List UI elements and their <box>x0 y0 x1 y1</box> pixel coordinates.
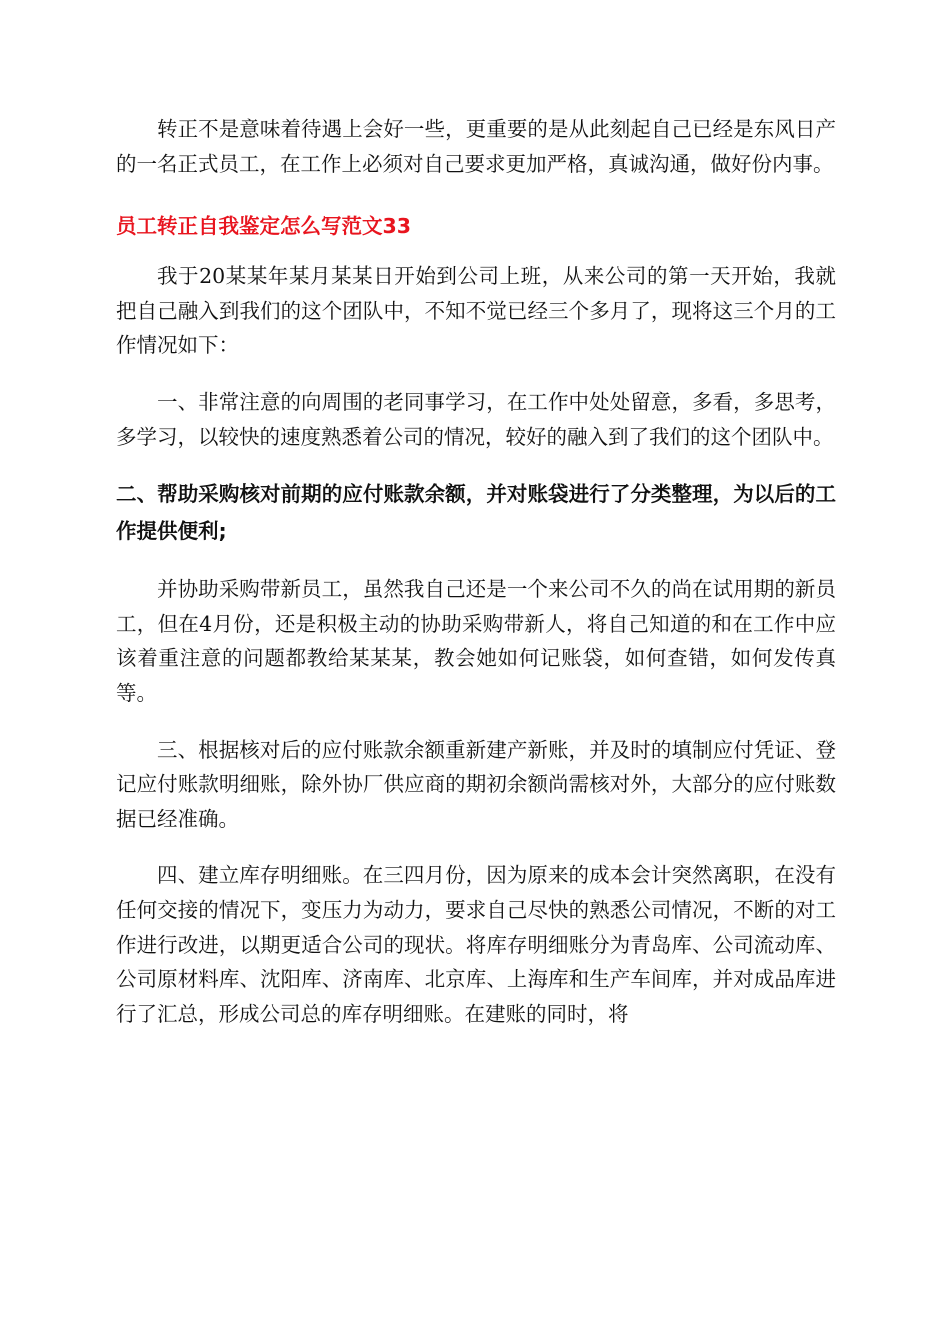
paragraph-item-three: 三、根据核对后的应付账款余额重新建产新账，并及时的填制应付凭证、登记应付账款明细账，除外协厂供应商的期初余额尚需核对外，大部分的应付账数据已经准确。 <box>116 737 836 831</box>
section-title: 员工转正自我鉴定怎么写范文33 <box>116 214 412 239</box>
paragraph-item-one: 一、非常注意的向周围的老同事学习，在工作中处处留意，多看，多思考，多学习，以较快的速度熟悉着公司的情况，较好的融入到了我们的这个团队中。 <box>116 389 836 449</box>
document-body <box>116 112 836 1031</box>
paragraph-item-four: 四、建立库存明细账。在三四月份，因为原来的成本会计突然离职，在没有任何交接的情况下，变压力为动力，要求自己尽快的熟悉公司情况，不断的对工作进行改进，以期更适合公司的现状。将库存明细账分为青岛库、公司流动库、公司原材料库、沈阳库、济南库、北京库、上海库和生产车间库，并对成品库进行了汇总，形成公司总的库存明细账。在建账的同时，将 <box>116 863 836 1026</box>
intro-paragraph: 转正不是意味着待遇上会好一些，更重要的是从此刻起自己已经是东风日产的一名正式员工，在工作上必须对自己要求更加严格，真诚沟通，做好份内事。 <box>116 117 836 176</box>
paragraph-start-date: 我于20某某年某月某某日开始到公司上班，从来公司的第一天开始，我就把自己融入到我们的这个团队中，不知不觉已经三个多月了，现将这三个月的工作情况如下： <box>116 264 836 358</box>
bold-heading-item-two: 二、帮助采购核对前期的应付账款余额，并对账袋进行了分类整理，为以后的工作提供便利; <box>116 482 836 544</box>
paragraph-training: 并协助采购带新员工，虽然我自己还是一个来公司不久的尚在试用期的新员工，但在4月份，还是积极主动的协助采购带新人，将自己知道的和在工作中应该着重注意的问题都教给某某某，教会她如何记账袋，如何查错，如何发传真等。 <box>116 577 836 705</box>
